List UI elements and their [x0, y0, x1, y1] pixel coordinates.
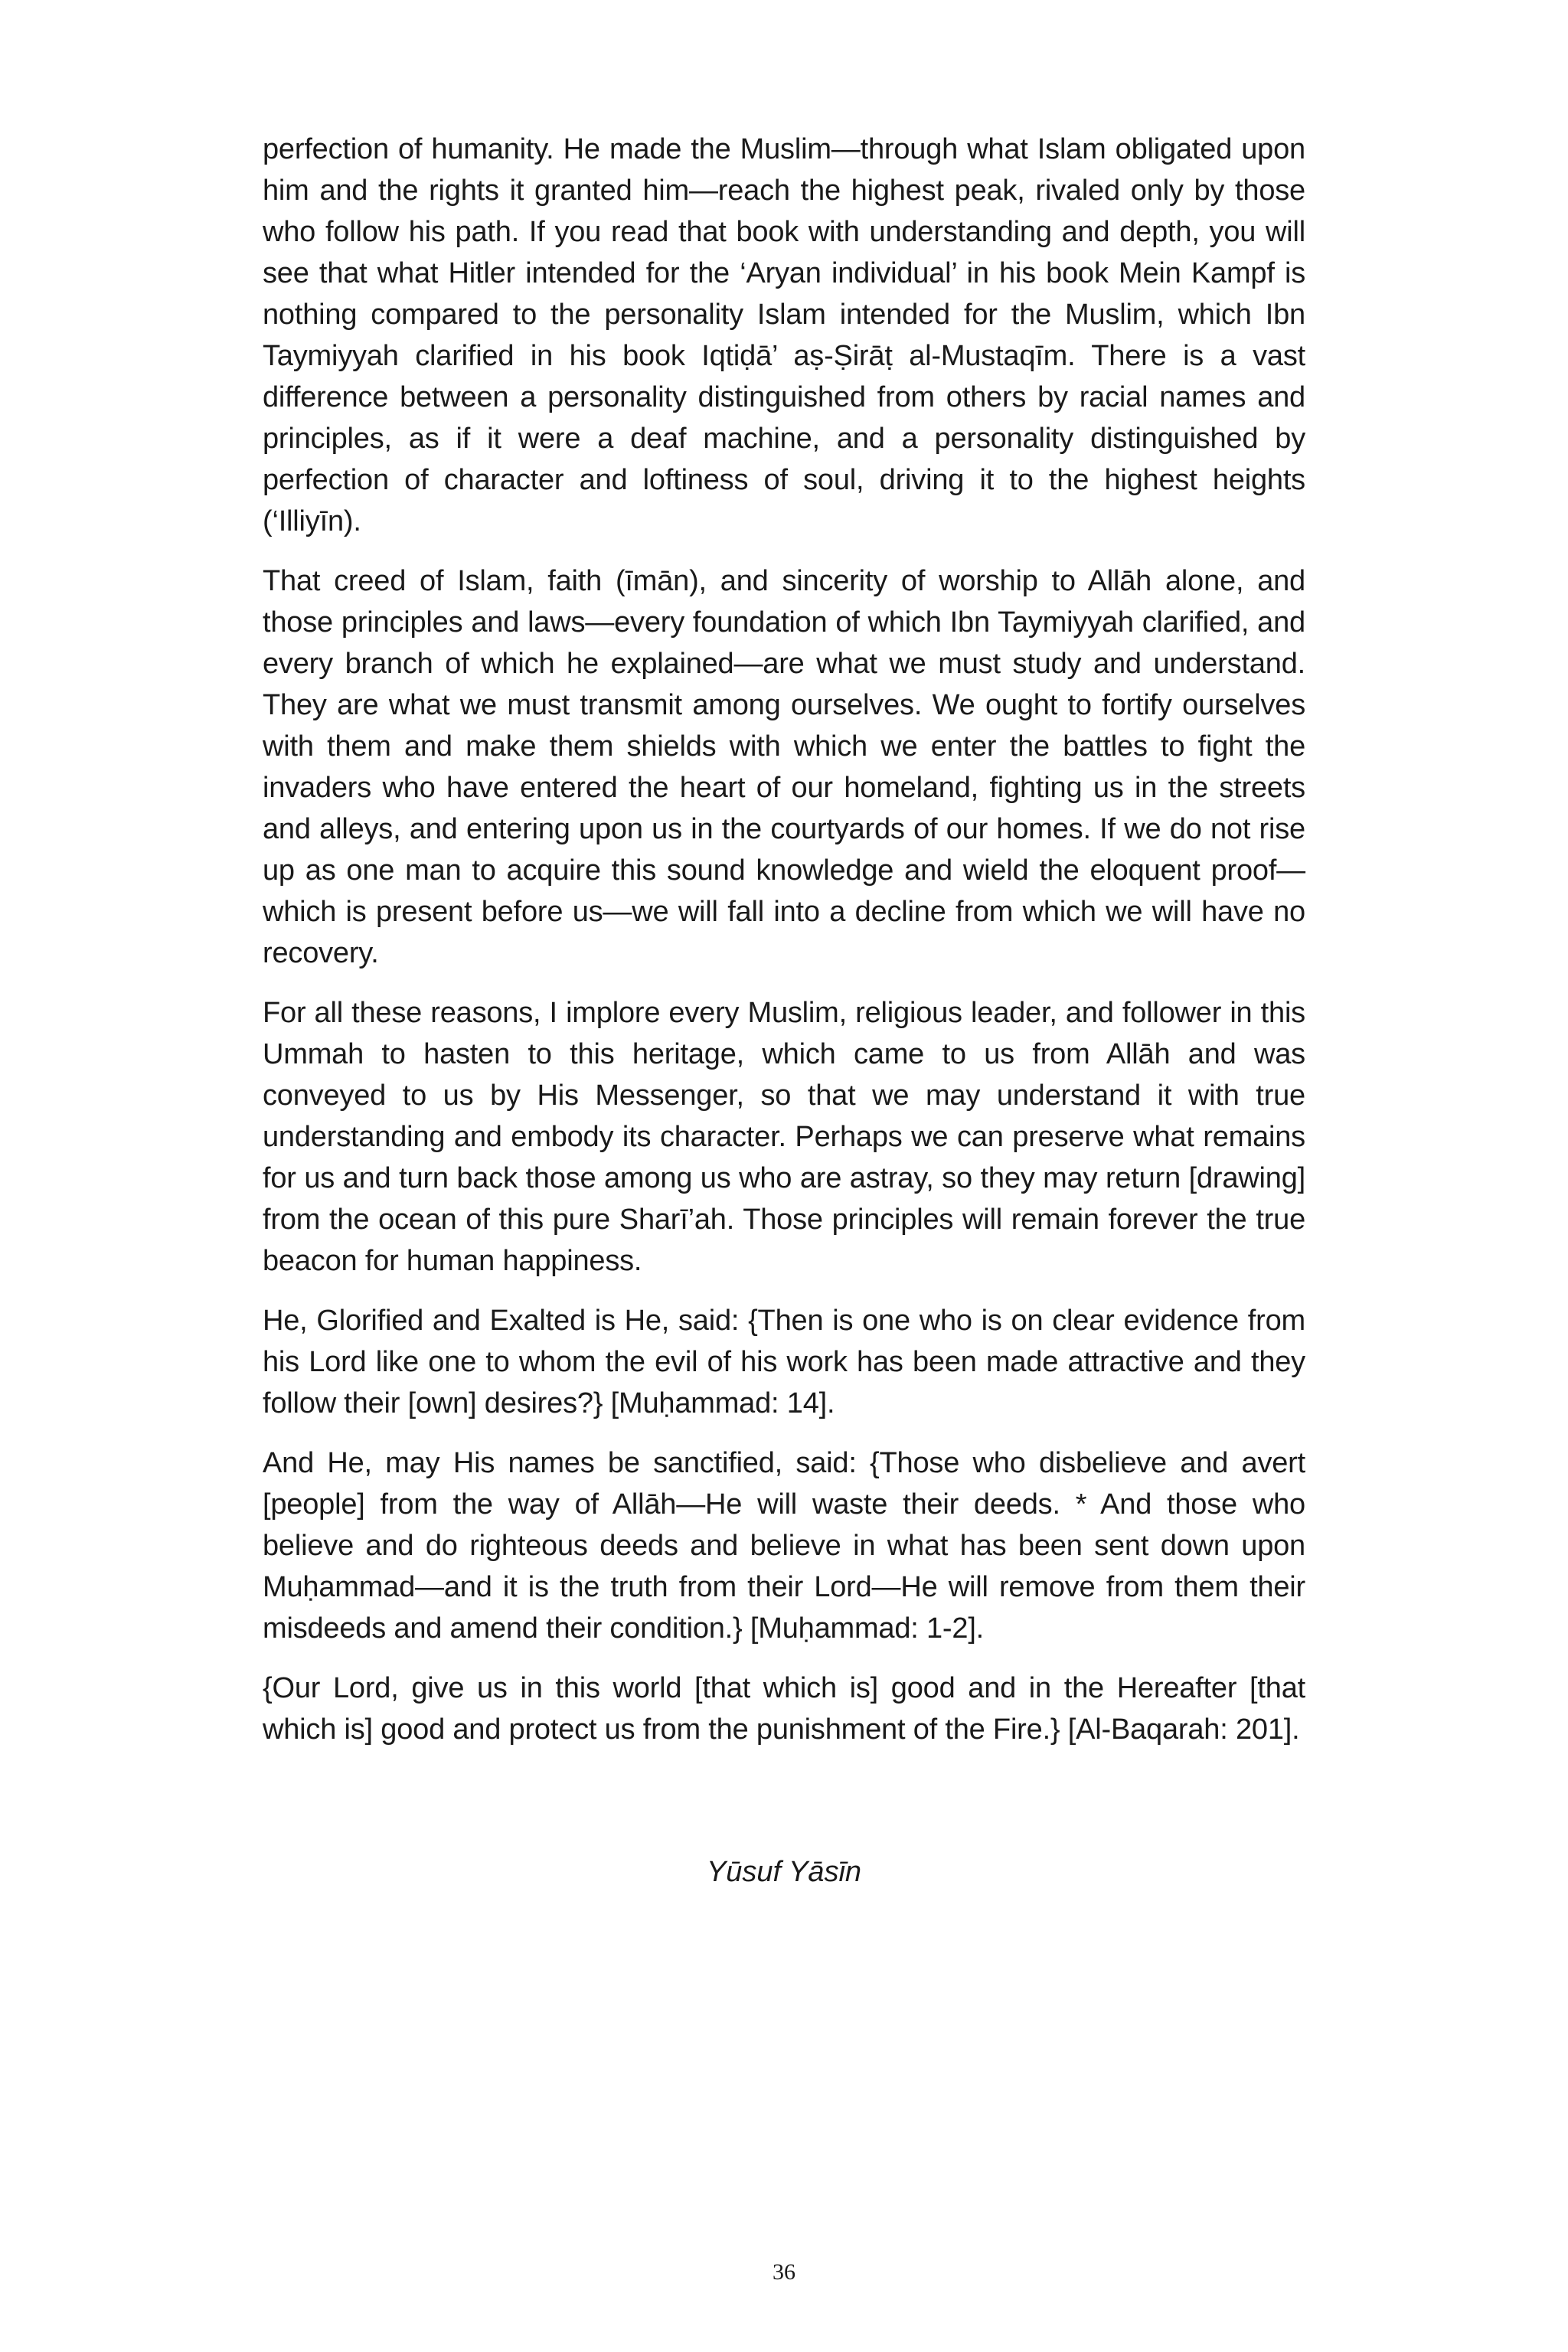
- paragraph-implore-every-muslim: For all these reasons, I implore every Muslim, religious leader, and follower in this Ummah to hasten to this heritage, which came to us from Allāh and was conveyed to us by His Messenger, so that we may understand it with true understanding and embody its character. Perhaps we can preserve what remains for us and turn back those among us who are astray, so they may return [drawing] from the ocean of this pure Sharī’ah. Those principles will remain forever the true beacon for human happiness.: [263, 997, 1305, 1277]
- page-number: 36: [773, 2259, 795, 2285]
- author-signature: Yūsuf Yāsīn: [706, 1856, 862, 1888]
- paragraph-quote-muhammad-1-2: And He, may His names be sanctified, said: {Those who disbelieve and avert [people] from the way of Allāh—He will waste their deeds. * And those who believe and do righteous deeds and believe in what has been sent down upon Muḥammad—and it is the truth from their Lord—He will remove from them their misdeeds and amend their condition.} [Muḥammad: 1-2].: [263, 1447, 1305, 1645]
- paragraph-quote-al-baqarah: {Our Lord, give us in this world [that which is] good and in the Hereafter [that which is] good and protect us from the punishment of the Fire.} [Al-Baqarah: 201].: [263, 1672, 1305, 1746]
- paragraph-creed-of-islam: That creed of Islam, faith (īmān), and sincerity of worship to Allāh alone, and those principles and laws—every foundation of which Ibn Taymiyyah clarified, and every branch of which he explained—are what we must study and understand. They are what we must transmit among ourselves. We ought to fortify ourselves with them and make them shields with which we enter the battles to fight the invaders who have entered the heart of our homeland, fighting us in the streets and alleys, and entering upon us in the courtyards of our homes. If we do not rise up as one man to acquire this sound knowledge and wield the eloquent proof—which is present before us—we will fall into a decline from which we will have no recovery.: [263, 565, 1305, 969]
- paragraph-quote-muhammad-14: He, Glorified and Exalted is He, said: {Then is one who is on clear evidence from his Lord like one to whom the evil of his work has been made attractive and they follow their [own] desires?} [Muḥammad: 14].: [263, 1305, 1305, 1419]
- body-text: [263, 129, 1305, 1769]
- paragraph-perfection-of-humanity: perfection of humanity. He made the Muslim—through what Islam obligated upon him and the rights it granted him—reach the highest peak, rivaled only by those who follow his path. If you read that book with understanding and depth, you will see that what Hitler intended for the ‘Aryan individual’ in his book Mein Kampf is nothing compared to the personality Islam intended for the Muslim, which Ibn Taymiyyah clarified in his book Iqtiḍā’ aṣ-Ṣirāṭ al-Mustaqīm. There is a vast difference between a personality distinguished from others by racial names and principles, as if it were a deaf machine, and a personality distinguished by perfection of character and loftiness of soul, driving it to the highest heights (‘Illiyīn).: [263, 133, 1305, 537]
